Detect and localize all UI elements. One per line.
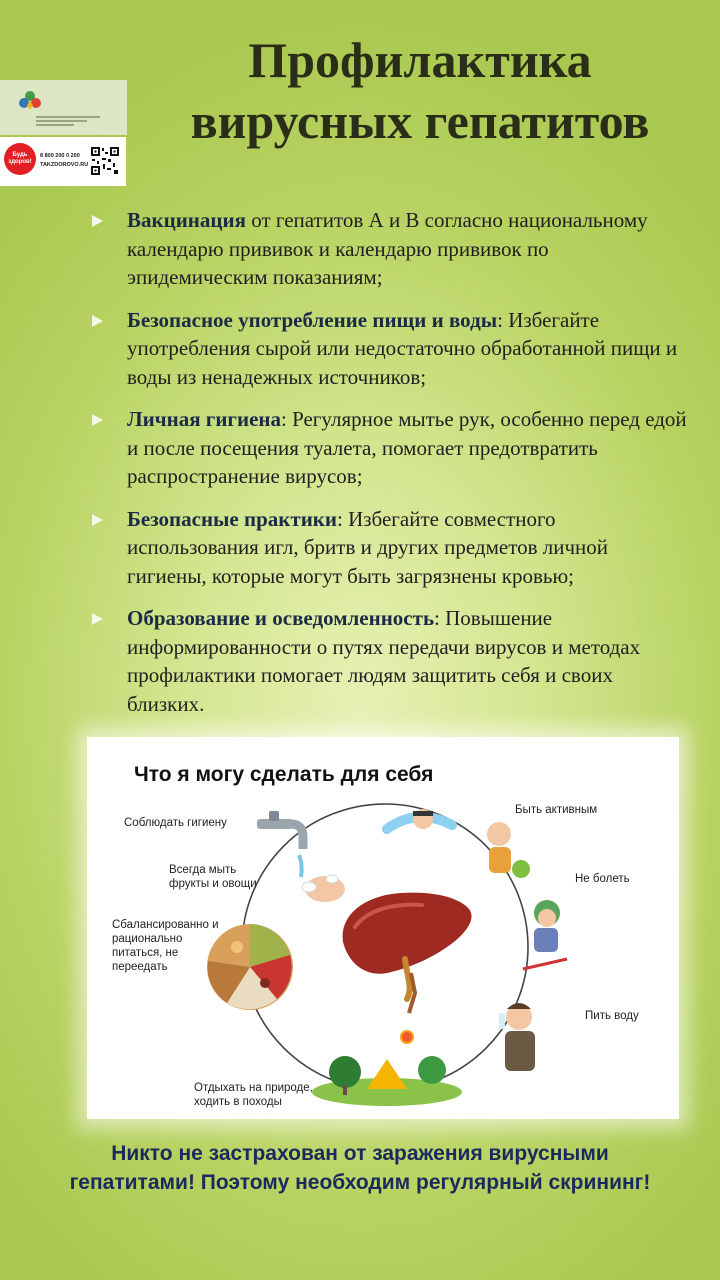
ministry-text-lines	[36, 116, 100, 128]
active-boy-icon	[487, 822, 530, 878]
bullet-text: от гепатитов А и В согласно национальному календарю прививок и календарю прививок по эпидемическим показаниям;	[127, 208, 648, 289]
drinking-man-icon	[499, 1003, 535, 1071]
list-item	[90, 505, 690, 591]
bullet-term: Безопасные практики	[127, 506, 337, 531]
bullet-arrow-icon	[92, 315, 103, 327]
prevention-list	[90, 206, 690, 732]
page-title	[140, 30, 700, 152]
label-nature: Отдыхать на природе, ходить в походы	[194, 1082, 313, 1108]
bullet-text: : Повышение информированности о путях передачи вирусов и методах профилактики помогает людям защитить себя и своих близких.	[127, 606, 641, 716]
swimmer-icon	[387, 809, 452, 829]
bullet-arrow-icon	[92, 215, 103, 227]
label-hygiene: Соблюдать гигиену	[124, 817, 227, 829]
ministry-emblem-icon	[16, 88, 44, 114]
skier-icon	[523, 900, 567, 969]
washing-hands-icon	[302, 875, 345, 902]
screening-footer: Никто не застрахован от заражения вирусными гепатитами! Поэтому необходим регулярный скрининг!	[69, 1142, 651, 1194]
label-water: Пить воду	[585, 1010, 639, 1022]
label-wash: Всегда мыть фрукты и овощи	[169, 864, 257, 890]
bullet-text: : Избегайте совместного использования игл, бритв и других предметов личной гигиены, которые могут быть загрязнены кровью;	[127, 506, 609, 588]
list-item	[90, 604, 690, 718]
ministry-logo	[0, 80, 127, 135]
promo-phone: 8 800 200 0 200	[40, 153, 80, 159]
title-line-1: Профилактика	[248, 32, 592, 88]
bullet-term: Вакцинация	[127, 208, 246, 232]
label-healthy: Не болеть	[575, 873, 630, 885]
tap-icon	[257, 811, 303, 877]
qr-code-icon	[90, 146, 120, 176]
bullet-arrow-icon	[92, 414, 103, 426]
list-item	[90, 306, 690, 392]
list-item	[90, 206, 690, 292]
label-active: Быть активным	[515, 804, 598, 816]
infographic-title: Что я могу сделать для себя	[134, 763, 434, 786]
self-care-infographic	[87, 737, 679, 1119]
label-diet: Сбалансированно и рационально питаться, не переедать	[112, 919, 219, 973]
list-item	[90, 405, 690, 491]
bullet-term: Личная гигиена	[127, 407, 281, 431]
promo-badge: Будь здоров!	[4, 143, 36, 175]
bullet-arrow-icon	[92, 613, 103, 625]
bullet-text: : Регулярное мытье рук, особенно перед едой и после посещения туалета, помогает предотвратить распространение вирусов;	[127, 407, 687, 488]
bullet-term: Образование и осведомленность	[127, 606, 435, 630]
sun-icon	[402, 1032, 412, 1042]
bullet-term: Безопасное употребление пищи и воды	[127, 307, 498, 332]
healthy-lifestyle-promo	[0, 137, 126, 186]
promo-site: TAKZDOROVO.RU	[40, 162, 89, 168]
bullet-text: : Избегайте употребления сырой или недостаточно обработанной пищи и воды из ненадежных источников;	[127, 307, 678, 389]
title-line-2: вирусных гепатитов	[190, 93, 650, 149]
bullet-arrow-icon	[92, 514, 103, 526]
